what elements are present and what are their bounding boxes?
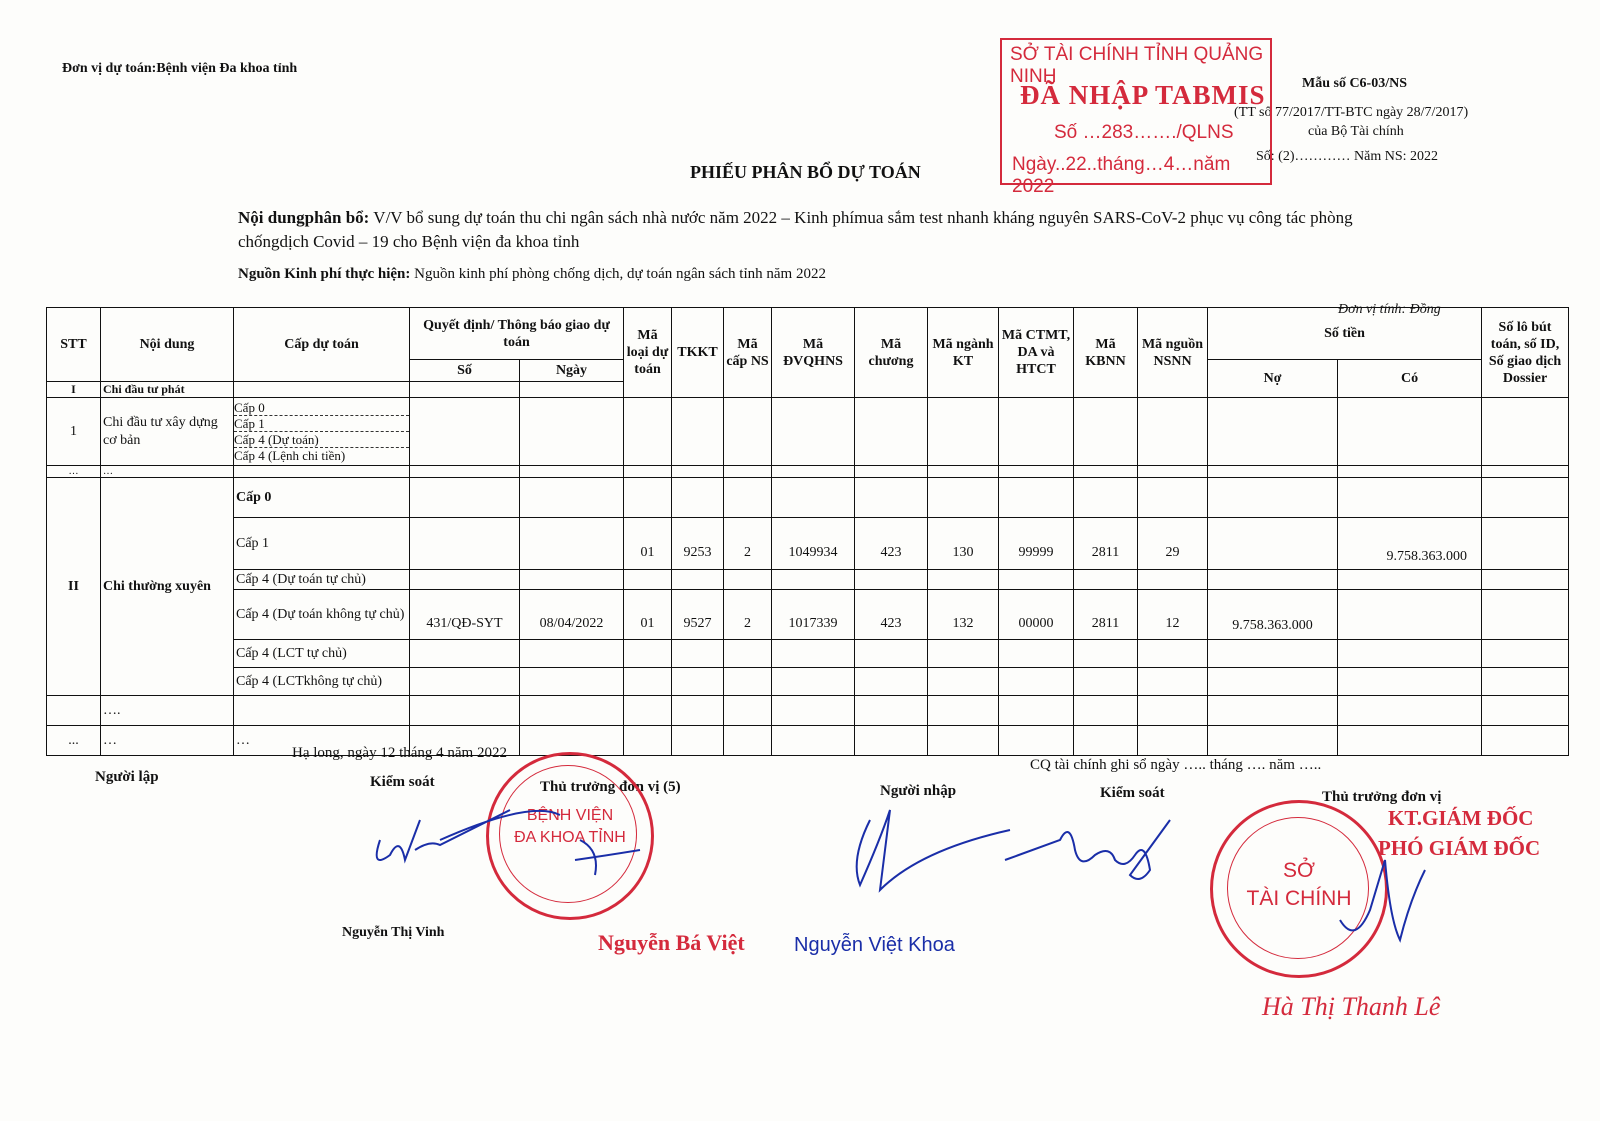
cell-tkkt: 9253 <box>672 518 724 570</box>
row-1-label: Chi đầu tư xây dựng cơ bản <box>101 398 234 466</box>
level-name: Cấp 0 <box>234 478 410 518</box>
content-line-1 <box>238 208 1353 228</box>
form-number: Mẫu số C6-03/NS <box>1302 76 1408 91</box>
cell-nganh: 130 <box>928 518 999 570</box>
dots-cell: … <box>101 726 234 756</box>
cell-kbnn: 2811 <box>1074 518 1138 570</box>
thu-truong-1-label: Thủ trưởng đơn vị (5) <box>540 779 681 795</box>
cell-tkkt: 9527 <box>672 590 724 640</box>
cq-date: CQ tài chính ghi sổ ngày ….. tháng …. năm ….. <box>1030 757 1322 773</box>
name-khoa: Nguyễn Việt Khoa <box>794 934 955 956</box>
content-text-1: V/V bổ sung dự toán thu chi ngân sách nhà nước năm 2022 – Kinh phímua sắm test nhanh kháng nguyên SARS-CoV-2 phục vụ công tác phòng <box>373 208 1353 227</box>
header-co: Có <box>1338 360 1482 398</box>
cell-nganh <box>928 478 999 518</box>
cell-ngay <box>520 518 624 570</box>
page-title: PHIẾU PHÂN BỔ DỰ TOÁN <box>690 162 921 182</box>
thu-truong-2-label: Thủ trưởng đơn vị <box>1322 789 1442 805</box>
cell-chuong: 423 <box>855 590 928 640</box>
finance-seal-line-2: TÀI CHÍNH <box>1246 887 1352 910</box>
cell-co <box>1338 478 1482 518</box>
tabmis-stamp <box>1000 38 1272 197</box>
cell-cap-ns <box>724 478 772 518</box>
dots-cell: ... <box>47 726 101 756</box>
header-so-lo: Số lô bút toán, số ID, Số giao dịch Dossier <box>1482 308 1569 398</box>
dots-cell: …. <box>101 696 234 726</box>
content-label: Nội dungphân bổ: <box>238 208 370 227</box>
cell-ngay <box>520 478 624 518</box>
unit-name: Đơn vị dự toán:Bệnh viện Đa khoa tỉnh <box>62 61 298 76</box>
table-row <box>47 726 1569 756</box>
name-le: Hà Thị Thanh Lê <box>1262 992 1441 1021</box>
stamp-line-4: Ngày..22..tháng…4…năm 2022 <box>1012 154 1231 197</box>
circular-ref: (TT số 77/2017/TT-BTC ngày 28/7/2017) <box>1234 105 1469 120</box>
header-ngay: Ngày <box>520 360 624 382</box>
cell-no: 9.758.363.000 <box>1208 590 1338 640</box>
pho-giam-doc: PHÓ GIÁM ĐỐC <box>1378 836 1541 860</box>
cell-cap-ns: 2 <box>724 518 772 570</box>
header-so-tien: Số tiền <box>1208 308 1482 360</box>
cell-ma-loai: 01 <box>624 590 672 640</box>
name-viet: Nguyễn Bá Việt <box>598 930 745 955</box>
section-2-label: Chi thường xuyên <box>101 478 234 696</box>
source-label: Nguồn Kinh phí thực hiện: <box>238 266 411 282</box>
dots-row-label: … <box>101 466 234 478</box>
header-ma-cap-ns: Mã cấp NS <box>724 308 772 398</box>
cell-so <box>410 518 520 570</box>
table-row <box>47 518 1569 570</box>
hospital-seal-line-1: BỆNH VIỆN <box>526 807 614 824</box>
signature-nguoi-nhap <box>840 800 1020 900</box>
cell-dvqhns <box>772 478 855 518</box>
kiem-soat-2-label: Kiểm soát <box>1100 785 1165 801</box>
header-noi-dung: Nội dung <box>101 308 234 382</box>
cell-so: 431/QĐ-SYT <box>410 590 520 640</box>
cell-ngay: 08/04/2022 <box>520 590 624 640</box>
signature-thu-truong-2 <box>1330 850 1450 950</box>
level-cap-1: Cấp 1 <box>234 416 409 432</box>
cell-ma-loai <box>624 478 672 518</box>
signature-kiem-soat-2 <box>1000 800 1200 890</box>
header-so: Số <box>410 360 520 382</box>
cell-dvqhns: 1049934 <box>772 518 855 570</box>
source-line <box>238 266 826 283</box>
cell-ma-loai: 01 <box>624 518 672 570</box>
row-1-stt: 1 <box>47 398 101 466</box>
table-row <box>47 696 1569 726</box>
cell-ctmt: 99999 <box>999 518 1074 570</box>
cell-co <box>1338 590 1482 640</box>
header-no: Nợ <box>1208 360 1338 398</box>
table-row <box>47 640 1569 668</box>
header-ma-nganh: Mã ngành KT <box>928 308 999 398</box>
header-tkkt: TKKT <box>672 308 724 398</box>
table-row <box>47 478 1569 518</box>
currency-unit: Đơn vị tính: Đồng <box>1338 302 1441 317</box>
header-ma-nguon: Mã nguồn NSNN <box>1138 308 1208 398</box>
header-ma-ctmt: Mã CTMT, DA và HTCT <box>999 308 1074 398</box>
level-cap-0: Cấp 0 <box>234 400 409 416</box>
cell-no <box>1208 518 1338 570</box>
header-stt: STT <box>47 308 101 382</box>
name-vinh: Nguyễn Thị Vinh <box>342 925 445 940</box>
level-name: Cấp 4 (Dự toán tự chủ) <box>234 570 410 590</box>
table-row <box>47 398 1569 466</box>
cell-ctmt: 00000 <box>999 590 1074 640</box>
cell-nguon: 12 <box>1138 590 1208 640</box>
header-cap-du-toan: Cấp dự toán <box>234 308 410 382</box>
stamp-line-2: ĐÃ NHẬP TABMIS <box>1020 80 1266 110</box>
cell-so <box>410 478 520 518</box>
cell-cap-ns: 2 <box>724 590 772 640</box>
finance-seal-line-1: SỞ <box>1282 859 1315 882</box>
cell-chuong: 423 <box>855 518 928 570</box>
section-1-stt: I <box>47 382 101 398</box>
header-ma-dvqhns: Mã ĐVQHNS <box>772 308 855 398</box>
dots-cell: … <box>234 726 410 756</box>
cell-kbnn <box>1074 478 1138 518</box>
row-1-levels <box>234 398 410 466</box>
kt-giam-doc: KT.GIÁM ĐỐC <box>1388 806 1534 830</box>
header-ma-kbnn: Mã KBNN <box>1074 308 1138 398</box>
nguoi-lap-label: Người lập <box>95 769 159 785</box>
level-name: Cấp 4 (LCTkhông tự chủ) <box>234 668 410 696</box>
place-date: Hạ long, ngày 12 tháng 4 năm 2022 <box>292 745 507 761</box>
signature-kiem-soat-1 <box>360 780 660 900</box>
cell-nguon: 29 <box>1138 518 1208 570</box>
level-cap-4-du-toan: Cấp 4 (Dự toán) <box>234 432 409 448</box>
table-row <box>47 570 1569 590</box>
stamp-line-1: SỞ TÀI CHÍNH TỈNH QUẢNG NINH <box>1010 44 1264 87</box>
ministry-ref: của Bộ Tài chính <box>1308 124 1404 139</box>
level-name: Cấp 1 <box>234 518 410 570</box>
cell-kbnn: 2811 <box>1074 590 1138 640</box>
kiem-soat-1-label: Kiểm soát <box>370 774 435 790</box>
level-name: Cấp 4 (Dự toán không tự chủ) <box>234 590 410 640</box>
budget-year: Số: (2)………… Năm NS: 2022 <box>1256 149 1438 164</box>
section-1-label: Chi đầu tư phát <box>101 382 234 398</box>
cell-co: 9.758.363.000 <box>1338 518 1482 570</box>
nguoi-nhap-label: Người nhập <box>880 783 957 799</box>
stamp-line-3: Số …283……./QLNS <box>1054 122 1234 143</box>
cell-no <box>1208 478 1338 518</box>
table-row <box>47 590 1569 640</box>
allocation-table <box>46 307 1569 756</box>
level-name: Cấp 4 (LCT tự chủ) <box>234 640 410 668</box>
cell-tkkt <box>672 478 724 518</box>
header-quyet-dinh: Quyết định/ Thông báo giao dự toán <box>410 308 624 360</box>
source-text: Nguồn kinh phí phòng chống dịch, dự toán ngân sách tỉnh năm 2022 <box>414 266 826 282</box>
cell-ctmt <box>999 478 1074 518</box>
header-ma-chuong: Mã chương <box>855 308 928 398</box>
dots-row-stt: … <box>47 466 101 478</box>
header-ma-loai: Mã loại dự toán <box>624 308 672 398</box>
cell-nganh: 132 <box>928 590 999 640</box>
cell-nguon <box>1138 478 1208 518</box>
level-cap-4-lenh-chi: Cấp 4 (Lệnh chi tiền) <box>234 448 346 463</box>
cell-dvqhns: 1017339 <box>772 590 855 640</box>
content-text-2: chốngdịch Covid – 19 cho Bệnh viện đa khoa tỉnh <box>238 232 580 251</box>
section-2-stt: II <box>47 478 101 696</box>
cell-chuong <box>855 478 928 518</box>
table-row <box>47 668 1569 696</box>
hospital-seal-line-2: ĐA KHOA TỈNH <box>514 829 626 846</box>
